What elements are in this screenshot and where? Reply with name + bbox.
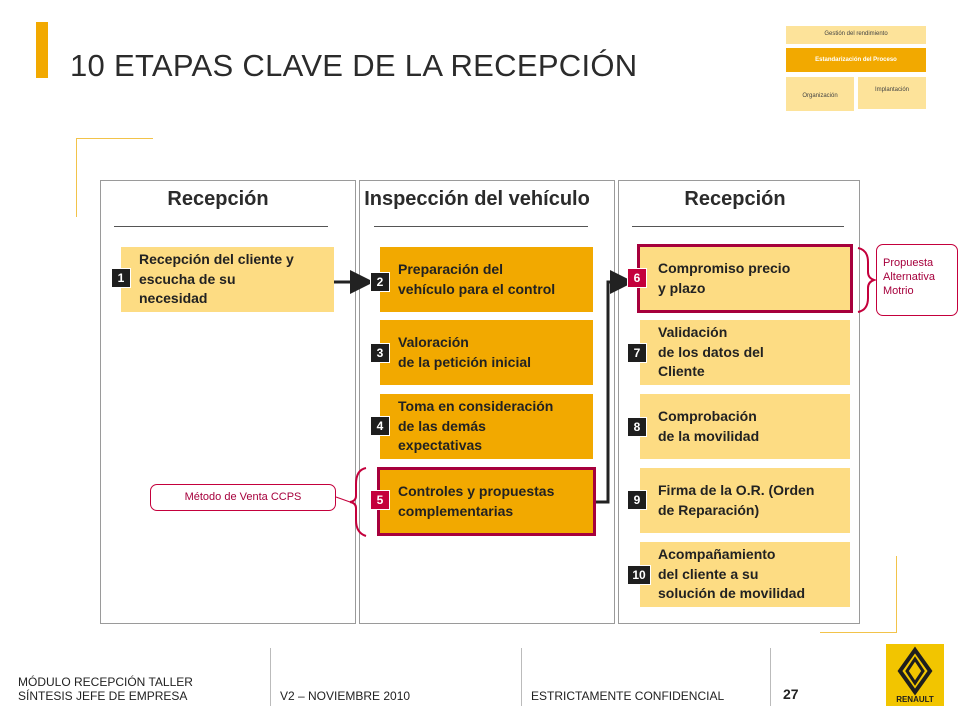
footer-version: V2 – NOVIEMBRE 2010: [280, 689, 411, 703]
arrow-step5-to-step6: [594, 282, 628, 502]
step-2-number: 2: [370, 272, 390, 292]
step-8-box: [640, 394, 850, 459]
nav-block-standardization: Estandarización del Proceso: [786, 48, 926, 72]
column-heading-reception-2: Recepción: [684, 188, 786, 210]
step-4-box: [380, 394, 593, 459]
step-10-number: 10: [627, 565, 651, 585]
step-8-number: 8: [627, 417, 647, 437]
nav-block-performance: Gestión del rendimiento: [786, 26, 926, 44]
footer-divider: [521, 648, 522, 706]
left-brace-icon: [350, 468, 366, 536]
step-7-box: [640, 320, 850, 385]
step-6-number: 6: [627, 268, 647, 288]
nav-block-organization: Organización: [786, 77, 854, 111]
step-4-number: 4: [370, 416, 390, 436]
renault-logo: [886, 644, 944, 706]
step-5-text: Controles y propuestas complementarias: [398, 482, 555, 519]
note-motrio-alternative: Propuesta Alternativa Motrio: [876, 244, 958, 316]
footer-confidential: ESTRICTAMENTE CONFIDENCIAL: [531, 689, 725, 703]
step-5-number: 5: [370, 490, 390, 510]
step-3-text: Valoración de la petición inicial: [398, 333, 532, 370]
step-9-box: [640, 468, 850, 533]
column-heading-vehicle-inspection: Inspección del vehículo: [364, 188, 590, 210]
step-6-box: [640, 247, 850, 310]
footer-module: MÓDULO RECEPCIÓN TALLER: [18, 675, 193, 689]
renault-diamond-icon: [886, 644, 944, 706]
footer-divider: [770, 648, 771, 706]
step-1-text: Recepción del cliente y escucha de su necesidad: [139, 251, 294, 307]
nav-block-implementation: Implantación: [858, 77, 926, 109]
column-heading-reception-1: Recepción: [167, 188, 269, 210]
step-10-text: Acompañamiento del cliente a su solución de movilidad: [658, 546, 806, 602]
step-2-text: Preparación del vehículo para el control: [398, 260, 556, 297]
step-6-text: Compromiso precio y plazo: [658, 259, 791, 296]
step-2-box: [380, 247, 593, 312]
step-1-box: [121, 247, 334, 312]
brace-connector: [336, 497, 350, 502]
step-8-text: Comprobación de la movilidad: [658, 407, 760, 444]
page-number: 27: [783, 686, 799, 702]
renault-logo-text: RENAULT: [896, 695, 934, 704]
step-7-text: Validación de los datos del Cliente: [658, 324, 764, 380]
footer-summary: SÍNTESIS JEFE DE EMPRESA: [18, 689, 188, 703]
right-brace-icon: [858, 248, 874, 312]
step-5-box: [380, 470, 593, 533]
step-9-number: 9: [627, 490, 647, 510]
step-3-number: 3: [370, 343, 390, 363]
step-1-number: 1: [111, 268, 131, 288]
footer-divider: [270, 648, 271, 706]
note-ccps-sales-method: Método de Venta CCPS: [150, 484, 336, 511]
step-10-box: [640, 542, 850, 607]
step-4-text: Toma en consideración de las demás expectativas: [398, 398, 554, 454]
step-3-box: [380, 320, 593, 385]
step-9-text: Firma de la O.R. (Orden de Reparación): [658, 481, 815, 518]
step-7-number: 7: [627, 343, 647, 363]
page-title: 10 ETAPAS CLAVE DE LA RECEPCIÓN: [70, 48, 638, 83]
